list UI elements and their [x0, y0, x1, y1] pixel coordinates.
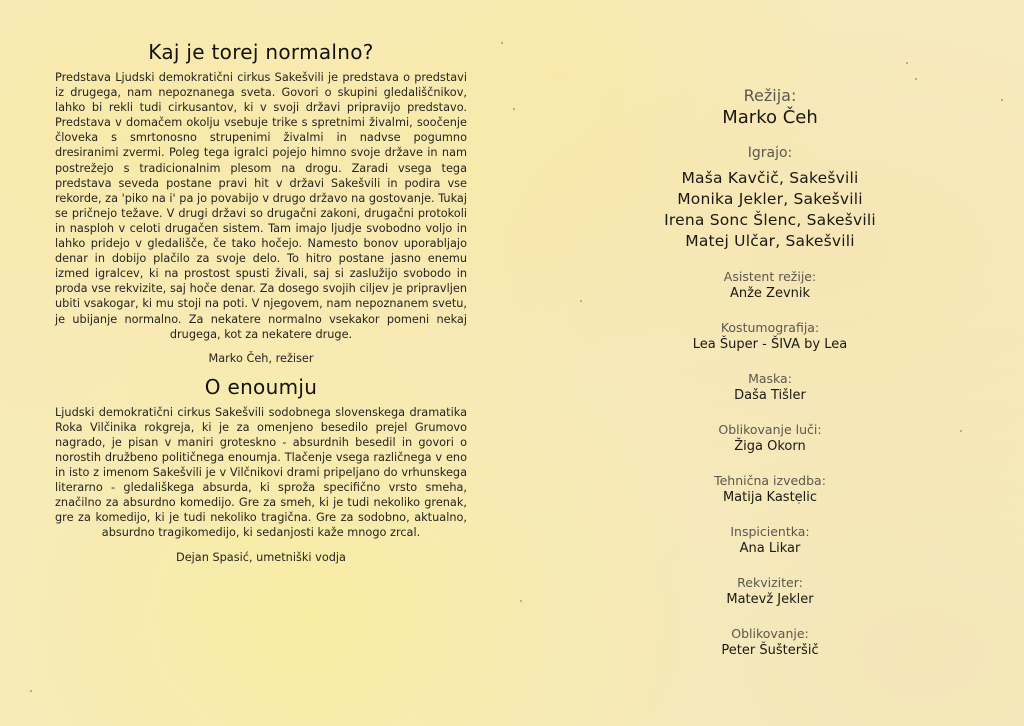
credit-role: Rekviziter:	[737, 575, 803, 590]
credit-role: Inspicientka:	[730, 524, 810, 539]
credit-item	[620, 371, 920, 405]
cast-member: Maša Kavčič, Sakešvili	[681, 169, 859, 187]
director-note-text: Predstava Ljudski demokratični cirkus Sakešvili je predstava o predstavi iz drugega, nam nepoznanega sveta. Govori o skupini gledališčnikov, lahko bi rekli tudi cirkusantov, ki v svoji državi pripravijo predstavo. Predstava v domačem okolju vsebuje trike s spretnimi živalmi, soočenje človeka s smrtonosno strupenimi živalmi in nadvse pogumno dresiranimi zvermi. Poleg tega igralci pojejo himno svoje države in nam postrežejo s tradicionalnim plesom na drogu. Zaradi vsega tega predstava seveda postane pravi hit v državi Sakešvili in podira vse rekorde, za 'piko na i' pa jo povabijo v drugo državo na gostovanje. Tukaj se pričnejo težave. V drugi državi so drugačni zakoni, drugačni protokoli in nasploh v celoti drugačen sistem. Tam imajo ljudje svobodno voljo in lahko pridejo v gledališče, če tako hočejo. Namesto bonov uporabljajo denar in dobijo plačilo za svoje delo. To hitro postane jasno enemu izmed igralcev, ki na prostost spusti živali, saj si zaslužijo svobodo in proda vse rekvizite, saj hoče denar. Za dosego svojih ciljev je pripravljen ubiti vsakogar, ki mu stoji na poti. V njegovem, nam nepoznanem svetu, je ubijanje normalno. Za nekatere normalno vsekakor pomeni nekaj drugega, kot za nekatere druge.	[55, 71, 467, 341]
cast-member: Matej Ulčar, Sakešvili	[685, 232, 855, 250]
credit-item	[620, 422, 920, 456]
credit-name: Daša Tišler	[734, 388, 806, 403]
credit-item	[620, 524, 920, 558]
credit-role: Kostumografija:	[720, 320, 820, 335]
credit-role: Maska:	[748, 371, 792, 386]
credit-item	[620, 269, 920, 303]
credit-name: Anže Zevnik	[729, 286, 811, 301]
artistic-director-note-text: Ljudski demokratični cirkus Sakešvili sodobnega slovenskega dramatika Roka Vilčinika rokgreja, ki je za omenjeno besedilo prejel Grumovo nagrado, je pisan v maniri groteskno - absurdnih besedil in govori o norostih družbeno političnega enoumja. Tlačenje vsega različnega v eno in isto z imenom Sakešvili je v Vilčnikovi drami pripeljano do vrhunskega literarno - gledališkega absurda, ki sproža specifično vrsto smeha, značilno za absurdno komedijo. Gre za smeh, ki je tudi nekoliko grenak, gre za komedijo, ki je tudi nekoliko tragična. Gre za sodobno, aktualno, absurdno tragikomedijo, ki sedanjosti kaže mnogo zrcal.	[55, 405, 467, 540]
paper-speck	[501, 42, 503, 44]
cast-member: Irena Sonc Šlenc, Sakešvili	[664, 211, 876, 229]
credit-name: Ana Likar	[739, 541, 801, 556]
credit-name: Lea Šuper - ŠIVA by Lea	[692, 337, 848, 352]
credit-name: Matevž Jekler	[726, 592, 814, 607]
credit-item	[620, 473, 920, 507]
paper-speck	[580, 300, 582, 302]
credit-role: Oblikovanje luči:	[718, 422, 822, 437]
artistic-director-signature: Dejan Spasić, umetniški vodja	[176, 550, 346, 564]
credit-name: Peter Šušteršič	[721, 643, 819, 658]
credit-role: Asistent režije:	[723, 269, 817, 284]
paper-speck	[915, 78, 917, 80]
cast-label: Igrajo:	[747, 145, 793, 161]
paper-speck	[906, 62, 908, 64]
credit-name: Matija Kastelic	[722, 490, 818, 505]
right-page-credits	[620, 86, 920, 660]
paper-speck	[520, 600, 522, 602]
credit-role: Oblikovanje:	[731, 626, 809, 641]
direction-name: Marko Čeh	[722, 107, 818, 128]
credit-item	[620, 575, 920, 609]
credit-role: Tehnična izvedba:	[714, 473, 826, 488]
section-title-normalno: Kaj je torej normalno?	[148, 40, 374, 64]
paper-speck	[1001, 99, 1003, 101]
credit-item	[620, 320, 920, 354]
section-title-enoumje: O enoumju	[204, 374, 318, 399]
cast-member: Monika Jekler, Sakešvili	[677, 190, 863, 208]
direction-role: Režija:	[743, 86, 797, 105]
director-signature: Marko Čeh, režiser	[208, 351, 314, 365]
paper-speck	[30, 690, 32, 692]
paper-speck	[960, 430, 962, 432]
credit-item	[620, 626, 920, 660]
cast-list	[620, 168, 920, 252]
left-page	[55, 40, 467, 574]
credit-name: Žiga Okorn	[734, 439, 806, 454]
paper-speck	[513, 108, 515, 110]
